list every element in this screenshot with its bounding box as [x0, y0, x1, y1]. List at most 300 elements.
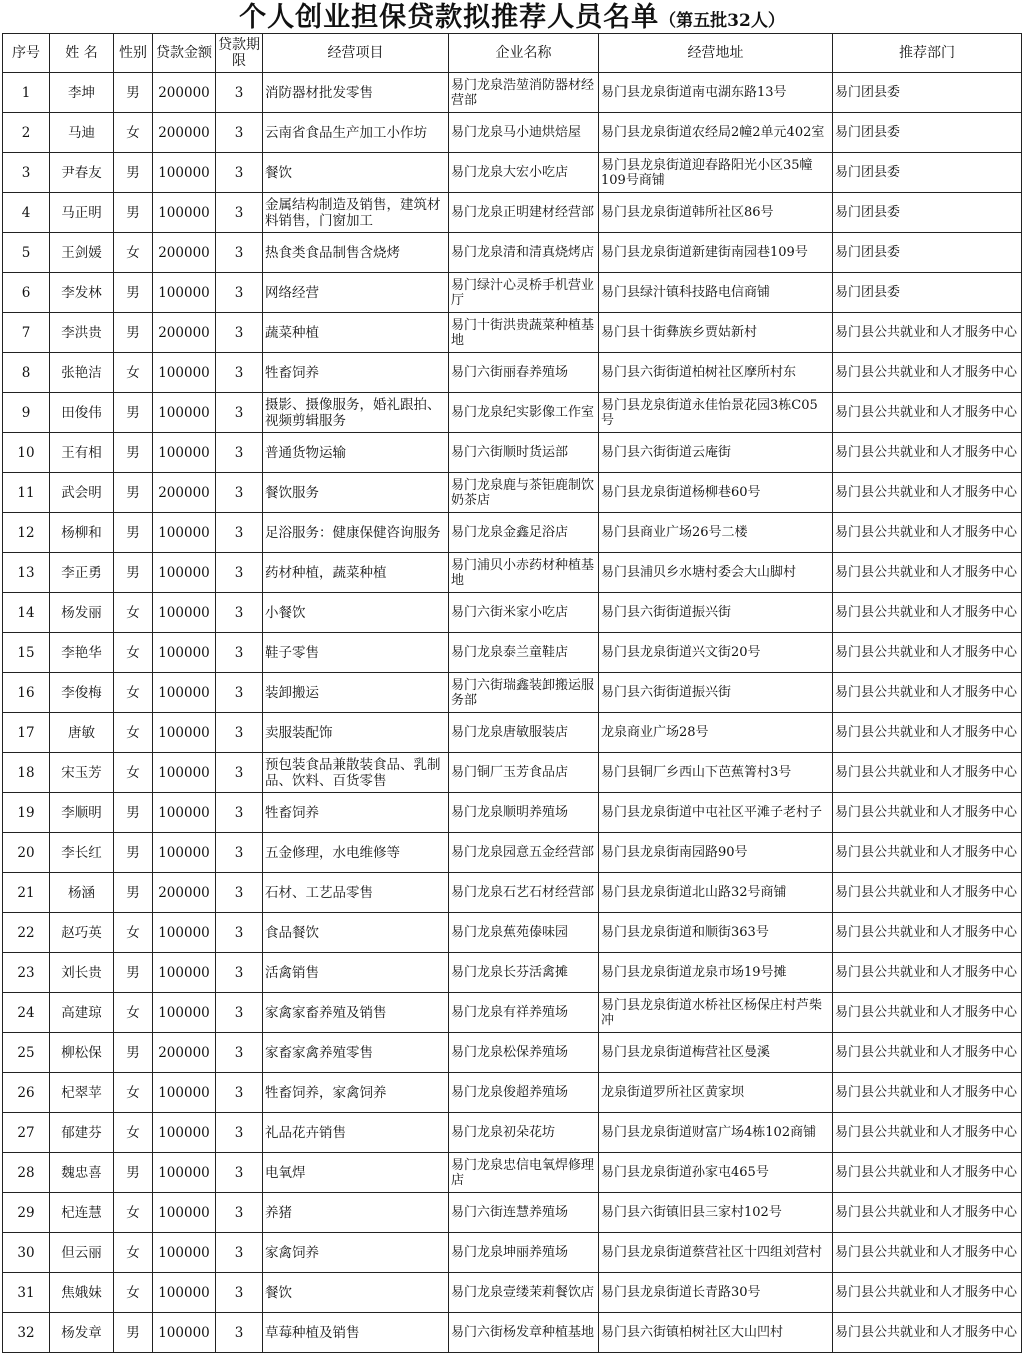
cell-loan-amount: 100000 — [153, 913, 216, 953]
cell-gender: 女 — [114, 753, 153, 793]
cell-name: 刘长贵 — [50, 953, 114, 993]
cell-business-project: 装卸搬运 — [263, 673, 449, 713]
cell-gender: 女 — [114, 1113, 153, 1153]
cell-recommending-dept: 易门县公共就业和人才服务中心 — [833, 433, 1022, 473]
cell-loan-term: 3 — [216, 633, 263, 673]
cell-gender: 男 — [114, 273, 153, 313]
cell-loan-term: 3 — [216, 1313, 263, 1353]
cell-loan-amount: 100000 — [153, 713, 216, 753]
cell-loan-amount: 100000 — [153, 273, 216, 313]
table-row — [3, 913, 1022, 953]
cell-company-name: 易门六街连慧养殖场 — [449, 1193, 599, 1233]
cell-business-project: 石材、工艺品零售 — [263, 873, 449, 913]
cell-recommending-dept: 易门县公共就业和人才服务中心 — [833, 1233, 1022, 1273]
cell-business-project: 家禽家畜养殖及销售 — [263, 993, 449, 1033]
cell-business-address: 易门县六街街道振兴街 — [599, 593, 833, 633]
cell-business-address: 易门县龙泉街道龙泉市场19号摊 — [599, 953, 833, 993]
cell-loan-amount: 100000 — [153, 793, 216, 833]
cell-gender: 男 — [114, 153, 153, 193]
cell-business-address: 易门县龙泉街道新建街南园巷109号 — [599, 233, 833, 273]
cell-company-name: 易门龙泉初朵花坊 — [449, 1113, 599, 1153]
cell-loan-term: 3 — [216, 233, 263, 273]
table-row — [3, 73, 1022, 113]
cell-loan-term: 3 — [216, 753, 263, 793]
cell-name: 柳松保 — [50, 1033, 114, 1073]
cell-gender: 女 — [114, 233, 153, 273]
cell-gender: 男 — [114, 513, 153, 553]
table-row — [3, 353, 1022, 393]
cell-index: 26 — [3, 1073, 50, 1113]
cell-loan-amount: 100000 — [153, 1273, 216, 1313]
cell-name: 李顺明 — [50, 793, 114, 833]
table-row — [3, 1313, 1022, 1353]
cell-name: 杨柳和 — [50, 513, 114, 553]
table-row — [3, 1273, 1022, 1313]
cell-loan-term: 3 — [216, 353, 263, 393]
cell-gender: 男 — [114, 73, 153, 113]
cell-index: 7 — [3, 313, 50, 353]
table-row — [3, 633, 1022, 673]
cell-loan-term: 3 — [216, 1073, 263, 1113]
cell-company-name: 易门六街米家小吃店 — [449, 593, 599, 633]
cell-business-address: 易门县龙泉街道韩所社区86号 — [599, 193, 833, 233]
cell-business-address: 易门县商业广场26号二楼 — [599, 513, 833, 553]
cell-gender: 女 — [114, 993, 153, 1033]
cell-recommending-dept: 易门县公共就业和人才服务中心 — [833, 713, 1022, 753]
cell-business-project: 卖服装配饰 — [263, 713, 449, 753]
cell-business-address: 易门县龙泉街南园路90号 — [599, 833, 833, 873]
cell-business-project: 食品餐饮 — [263, 913, 449, 953]
cell-company-name: 易门龙泉正明建材经营部 — [449, 193, 599, 233]
cell-business-address: 易门县龙泉街道和顺街363号 — [599, 913, 833, 953]
cell-business-project: 金属结构制造及销售，建筑材料销售，门窗加工 — [263, 193, 449, 233]
cell-business-project: 家禽饲养 — [263, 1233, 449, 1273]
cell-business-address: 易门县龙泉街道永佳怡景花园3栋C05号 — [599, 393, 833, 433]
cell-loan-term: 3 — [216, 1033, 263, 1073]
cell-business-address: 易门县浦贝乡水塘村委会大山脚村 — [599, 553, 833, 593]
cell-loan-term: 3 — [216, 713, 263, 753]
cell-loan-amount: 200000 — [153, 73, 216, 113]
cell-company-name: 易门龙泉蕉苑傣味园 — [449, 913, 599, 953]
table-row — [3, 1153, 1022, 1193]
cell-company-name: 易门十街洪贵蔬菜种植基地 — [449, 313, 599, 353]
cell-recommending-dept: 易门县公共就业和人才服务中心 — [833, 313, 1022, 353]
cell-index: 30 — [3, 1233, 50, 1273]
table-row — [3, 273, 1022, 313]
cell-loan-term: 3 — [216, 433, 263, 473]
cell-recommending-dept: 易门团县委 — [833, 193, 1022, 233]
cell-gender: 女 — [114, 1233, 153, 1273]
cell-index: 12 — [3, 513, 50, 553]
cell-business-project: 餐饮 — [263, 1273, 449, 1313]
cell-recommending-dept: 易门县公共就业和人才服务中心 — [833, 953, 1022, 993]
cell-index: 23 — [3, 953, 50, 993]
cell-business-address: 易门县龙泉街道兴文街20号 — [599, 633, 833, 673]
cell-gender: 男 — [114, 1033, 153, 1073]
cell-index: 22 — [3, 913, 50, 953]
cell-loan-amount: 200000 — [153, 1033, 216, 1073]
cell-business-project: 牲畜饲养 — [263, 353, 449, 393]
cell-loan-amount: 200000 — [153, 473, 216, 513]
cell-index: 28 — [3, 1153, 50, 1193]
cell-recommending-dept: 易门县公共就业和人才服务中心 — [833, 593, 1022, 633]
cell-loan-amount: 100000 — [153, 153, 216, 193]
cell-index: 8 — [3, 353, 50, 393]
cell-business-address: 易门县龙泉街道梅营社区曼溪 — [599, 1033, 833, 1073]
cell-company-name: 易门龙泉金鑫足浴店 — [449, 513, 599, 553]
cell-name: 李坤 — [50, 73, 114, 113]
cell-gender: 女 — [114, 913, 153, 953]
cell-loan-term: 3 — [216, 873, 263, 913]
cell-name: 李洪贵 — [50, 313, 114, 353]
cell-company-name: 易门六街顺时货运部 — [449, 433, 599, 473]
cell-gender: 男 — [114, 553, 153, 593]
cell-index: 20 — [3, 833, 50, 873]
cell-index: 32 — [3, 1313, 50, 1353]
cell-name: 李俊梅 — [50, 673, 114, 713]
cell-index: 6 — [3, 273, 50, 313]
cell-index: 1 — [3, 73, 50, 113]
table-row — [3, 113, 1022, 153]
cell-name: 马正明 — [50, 193, 114, 233]
cell-business-project: 牲畜饲养，家禽饲养 — [263, 1073, 449, 1113]
table-row — [3, 513, 1022, 553]
cell-recommending-dept: 易门县公共就业和人才服务中心 — [833, 1193, 1022, 1233]
cell-gender: 女 — [114, 593, 153, 633]
cell-company-name: 易门龙泉忠信电氧焊修理店 — [449, 1153, 599, 1193]
cell-company-name: 易门龙泉泰兰童鞋店 — [449, 633, 599, 673]
cell-business-project: 鞋子零售 — [263, 633, 449, 673]
cell-company-name: 易门龙泉纪实影像工作室 — [449, 393, 599, 433]
cell-index: 29 — [3, 1193, 50, 1233]
table-row — [3, 953, 1022, 993]
cell-name: 郁建芬 — [50, 1113, 114, 1153]
cell-loan-amount: 100000 — [153, 953, 216, 993]
cell-loan-amount: 100000 — [153, 433, 216, 473]
cell-gender: 女 — [114, 1273, 153, 1313]
cell-gender: 男 — [114, 873, 153, 913]
cell-gender: 男 — [114, 833, 153, 873]
cell-index: 16 — [3, 673, 50, 713]
cell-index: 11 — [3, 473, 50, 513]
cell-gender: 女 — [114, 113, 153, 153]
cell-loan-amount: 200000 — [153, 233, 216, 273]
cell-gender: 女 — [114, 673, 153, 713]
cell-business-project: 小餐饮 — [263, 593, 449, 633]
cell-business-address: 易门县龙泉街道迎春路阳光小区35幢109号商铺 — [599, 153, 833, 193]
cell-name: 李发林 — [50, 273, 114, 313]
table-row — [3, 833, 1022, 873]
cell-gender: 男 — [114, 473, 153, 513]
cell-business-address: 易门县龙泉街道水桥社区杨保庄村芦柴冲 — [599, 993, 833, 1033]
cell-company-name: 易门铜厂玉芳食品店 — [449, 753, 599, 793]
cell-loan-term: 3 — [216, 193, 263, 233]
table-row — [3, 313, 1022, 353]
cell-recommending-dept: 易门团县委 — [833, 233, 1022, 273]
cell-loan-amount: 100000 — [153, 553, 216, 593]
cell-business-address: 易门县铜厂乡西山下芭蕉箐村3号 — [599, 753, 833, 793]
cell-recommending-dept: 易门团县委 — [833, 153, 1022, 193]
cell-loan-amount: 100000 — [153, 393, 216, 433]
cell-index: 24 — [3, 993, 50, 1033]
cell-business-project: 活禽销售 — [263, 953, 449, 993]
cell-index: 14 — [3, 593, 50, 633]
cell-name: 杞翠苹 — [50, 1073, 114, 1113]
cell-loan-term: 3 — [216, 513, 263, 553]
cell-business-project: 云南省食品生产加工小作坊 — [263, 113, 449, 153]
table-row — [3, 153, 1022, 193]
table-row — [3, 433, 1022, 473]
cell-loan-term: 3 — [216, 793, 263, 833]
cell-company-name: 易门龙泉顺明养殖场 — [449, 793, 599, 833]
cell-name: 杞连慧 — [50, 1193, 114, 1233]
cell-recommending-dept: 易门县公共就业和人才服务中心 — [833, 1153, 1022, 1193]
cell-business-address: 易门县龙泉街道孙家屯465号 — [599, 1153, 833, 1193]
cell-recommending-dept: 易门县公共就业和人才服务中心 — [833, 553, 1022, 593]
table-row — [3, 553, 1022, 593]
cell-loan-amount: 100000 — [153, 633, 216, 673]
cell-company-name: 易门六街瑞鑫装卸搬运服务部 — [449, 673, 599, 713]
cell-recommending-dept: 易门县公共就业和人才服务中心 — [833, 1273, 1022, 1313]
cell-name: 魏忠喜 — [50, 1153, 114, 1193]
header-loan-term: 贷款期限 — [216, 34, 263, 73]
cell-name: 宋玉芳 — [50, 753, 114, 793]
cell-recommending-dept: 易门县公共就业和人才服务中心 — [833, 993, 1022, 1033]
table-row — [3, 873, 1022, 913]
recommendation-table — [2, 33, 1022, 1353]
cell-loan-term: 3 — [216, 1273, 263, 1313]
cell-loan-term: 3 — [216, 993, 263, 1033]
cell-recommending-dept: 易门县公共就业和人才服务中心 — [833, 473, 1022, 513]
cell-recommending-dept: 易门县公共就业和人才服务中心 — [833, 393, 1022, 433]
table-row — [3, 1033, 1022, 1073]
cell-business-address: 易门县十街彝族乡贾姑新村 — [599, 313, 833, 353]
cell-name: 杨发丽 — [50, 593, 114, 633]
cell-loan-term: 3 — [216, 1193, 263, 1233]
cell-index: 19 — [3, 793, 50, 833]
cell-index: 13 — [3, 553, 50, 593]
cell-gender: 男 — [114, 953, 153, 993]
header-name: 姓 名 — [50, 34, 114, 73]
cell-loan-term: 3 — [216, 833, 263, 873]
cell-company-name: 易门六街丽春养殖场 — [449, 353, 599, 393]
cell-business-address: 易门县龙泉街道长青路30号 — [599, 1273, 833, 1313]
cell-company-name: 易门龙泉马小迪烘焙屋 — [449, 113, 599, 153]
cell-loan-term: 3 — [216, 73, 263, 113]
cell-business-project: 养猪 — [263, 1193, 449, 1233]
cell-company-name: 易门龙泉石艺石材经营部 — [449, 873, 599, 913]
cell-index: 27 — [3, 1113, 50, 1153]
cell-loan-term: 3 — [216, 913, 263, 953]
cell-name: 焦娥妹 — [50, 1273, 114, 1313]
cell-company-name: 易门六街杨发章种植基地 — [449, 1313, 599, 1353]
cell-name: 田俊伟 — [50, 393, 114, 433]
cell-index: 4 — [3, 193, 50, 233]
table-row — [3, 593, 1022, 633]
cell-business-project: 礼品花卉销售 — [263, 1113, 449, 1153]
cell-loan-amount: 100000 — [153, 353, 216, 393]
cell-gender: 女 — [114, 633, 153, 673]
header-business-project: 经营项目 — [263, 34, 449, 73]
cell-name: 李艳华 — [50, 633, 114, 673]
cell-name: 李长红 — [50, 833, 114, 873]
cell-name: 张艳洁 — [50, 353, 114, 393]
cell-loan-term: 3 — [216, 313, 263, 353]
cell-business-project: 消防器材批发零售 — [263, 73, 449, 113]
cell-index: 9 — [3, 393, 50, 433]
cell-gender: 女 — [114, 713, 153, 753]
cell-business-address: 易门县六街街道云庵街 — [599, 433, 833, 473]
cell-business-project: 家畜家禽养殖零售 — [263, 1033, 449, 1073]
table-row — [3, 713, 1022, 753]
cell-company-name: 易门龙泉松保养殖场 — [449, 1033, 599, 1073]
cell-gender: 男 — [114, 1313, 153, 1353]
cell-business-address: 龙泉街道罗所社区黄家坝 — [599, 1073, 833, 1113]
table-row — [3, 473, 1022, 513]
table-row — [3, 193, 1022, 233]
cell-loan-amount: 100000 — [153, 1153, 216, 1193]
cell-business-address: 易门县六街镇旧县三家村102号 — [599, 1193, 833, 1233]
cell-loan-term: 3 — [216, 1233, 263, 1273]
cell-recommending-dept: 易门县公共就业和人才服务中心 — [833, 1033, 1022, 1073]
cell-loan-term: 3 — [216, 673, 263, 713]
table-row — [3, 993, 1022, 1033]
cell-gender: 男 — [114, 1153, 153, 1193]
cell-recommending-dept: 易门县公共就业和人才服务中心 — [833, 1113, 1022, 1153]
cell-loan-amount: 100000 — [153, 1193, 216, 1233]
cell-index: 31 — [3, 1273, 50, 1313]
cell-loan-amount: 100000 — [153, 1233, 216, 1273]
header-business-address: 经营地址 — [599, 34, 833, 73]
cell-recommending-dept: 易门县公共就业和人才服务中心 — [833, 753, 1022, 793]
cell-loan-amount: 100000 — [153, 513, 216, 553]
header-index: 序号 — [3, 34, 50, 73]
cell-gender: 男 — [114, 793, 153, 833]
cell-company-name: 易门龙泉清和清真烧烤店 — [449, 233, 599, 273]
cell-company-name: 易门浦贝小赤药材种植基地 — [449, 553, 599, 593]
cell-name: 武会明 — [50, 473, 114, 513]
table-row — [3, 1193, 1022, 1233]
header-gender: 性别 — [114, 34, 153, 73]
cell-loan-amount: 200000 — [153, 113, 216, 153]
cell-loan-term: 3 — [216, 953, 263, 993]
cell-business-address: 龙泉商业广场28号 — [599, 713, 833, 753]
cell-business-address: 易门县龙泉街道杨柳巷60号 — [599, 473, 833, 513]
table-row — [3, 1073, 1022, 1113]
cell-business-address: 易门县龙泉街道财富广场4栋102商铺 — [599, 1113, 833, 1153]
cell-name: 唐敏 — [50, 713, 114, 753]
cell-gender: 女 — [114, 1193, 153, 1233]
cell-gender: 男 — [114, 313, 153, 353]
cell-index: 10 — [3, 433, 50, 473]
cell-index: 18 — [3, 753, 50, 793]
cell-company-name: 易门龙泉壹缕茉莉餐饮店 — [449, 1273, 599, 1313]
table-row — [3, 793, 1022, 833]
cell-business-project: 五金修理，水电维修等 — [263, 833, 449, 873]
cell-loan-term: 3 — [216, 393, 263, 433]
cell-loan-amount: 100000 — [153, 1113, 216, 1153]
cell-name: 王剑媛 — [50, 233, 114, 273]
cell-index: 5 — [3, 233, 50, 273]
table-row — [3, 1113, 1022, 1153]
cell-loan-term: 3 — [216, 473, 263, 513]
cell-business-address: 易门县龙泉街道农经局2幢2单元402室 — [599, 113, 833, 153]
cell-name: 杨涵 — [50, 873, 114, 913]
cell-name: 杨发章 — [50, 1313, 114, 1353]
cell-business-project: 普通货物运输 — [263, 433, 449, 473]
cell-gender: 男 — [114, 193, 153, 233]
cell-loan-term: 3 — [216, 153, 263, 193]
header-recommending-dept: 推荐部门 — [833, 34, 1022, 73]
title-main: 个人创业担保贷款拟推荐人员名单 — [239, 2, 660, 33]
cell-loan-amount: 100000 — [153, 593, 216, 633]
cell-business-project: 电氧焊 — [263, 1153, 449, 1193]
cell-company-name: 易门龙泉唐敏服装店 — [449, 713, 599, 753]
cell-business-project: 足浴服务：健康保健咨询服务 — [263, 513, 449, 553]
header-row — [3, 34, 1022, 73]
cell-index: 3 — [3, 153, 50, 193]
cell-loan-amount: 100000 — [153, 753, 216, 793]
header-loan-amount: 贷款金额 — [153, 34, 216, 73]
cell-name: 马迪 — [50, 113, 114, 153]
cell-loan-amount: 100000 — [153, 193, 216, 233]
cell-business-project: 摄影、摄像服务，婚礼跟拍、视频剪辑服务 — [263, 393, 449, 433]
cell-recommending-dept: 易门团县委 — [833, 73, 1022, 113]
cell-recommending-dept: 易门团县委 — [833, 113, 1022, 153]
cell-recommending-dept: 易门县公共就业和人才服务中心 — [833, 353, 1022, 393]
cell-loan-amount: 200000 — [153, 873, 216, 913]
cell-loan-term: 3 — [216, 593, 263, 633]
cell-loan-term: 3 — [216, 1113, 263, 1153]
cell-name: 但云丽 — [50, 1233, 114, 1273]
cell-recommending-dept: 易门县公共就业和人才服务中心 — [833, 913, 1022, 953]
cell-business-project: 热食类食品制售含烧烤 — [263, 233, 449, 273]
cell-loan-amount: 100000 — [153, 833, 216, 873]
cell-recommending-dept: 易门县公共就业和人才服务中心 — [833, 633, 1022, 673]
cell-loan-term: 3 — [216, 113, 263, 153]
cell-loan-amount: 100000 — [153, 1073, 216, 1113]
cell-recommending-dept: 易门县公共就业和人才服务中心 — [833, 833, 1022, 873]
cell-index: 25 — [3, 1033, 50, 1073]
cell-business-project: 餐饮服务 — [263, 473, 449, 513]
cell-business-project: 药材种植，蔬菜种植 — [263, 553, 449, 593]
cell-business-address: 易门县六街街道振兴街 — [599, 673, 833, 713]
table-row — [3, 1233, 1022, 1273]
cell-recommending-dept: 易门县公共就业和人才服务中心 — [833, 673, 1022, 713]
cell-recommending-dept: 易门县公共就业和人才服务中心 — [833, 513, 1022, 553]
cell-business-address: 易门县六街镇柏树社区大山凹村 — [599, 1313, 833, 1353]
cell-business-project: 牲畜饲养 — [263, 793, 449, 833]
cell-index: 21 — [3, 873, 50, 913]
cell-company-name: 易门龙泉俊超养殖场 — [449, 1073, 599, 1113]
cell-business-address: 易门县龙泉街道南屯湖东路13号 — [599, 73, 833, 113]
cell-index: 15 — [3, 633, 50, 673]
cell-company-name: 易门龙泉浩堃消防器材经营部 — [449, 73, 599, 113]
cell-recommending-dept: 易门县公共就业和人才服务中心 — [833, 1073, 1022, 1113]
cell-name: 李正勇 — [50, 553, 114, 593]
cell-index: 2 — [3, 113, 50, 153]
cell-loan-amount: 100000 — [153, 673, 216, 713]
cell-recommending-dept: 易门县公共就业和人才服务中心 — [833, 793, 1022, 833]
cell-company-name: 易门龙泉鹿与茶钜鹿制饮奶茶店 — [449, 473, 599, 513]
cell-recommending-dept: 易门县公共就业和人才服务中心 — [833, 1313, 1022, 1353]
cell-gender: 男 — [114, 393, 153, 433]
cell-company-name: 易门龙泉长芬活禽摊 — [449, 953, 599, 993]
cell-company-name: 易门龙泉园意五金经营部 — [449, 833, 599, 873]
cell-business-project: 草莓种植及销售 — [263, 1313, 449, 1353]
title-sub: （第五批32人） — [659, 11, 785, 31]
cell-gender: 女 — [114, 1073, 153, 1113]
